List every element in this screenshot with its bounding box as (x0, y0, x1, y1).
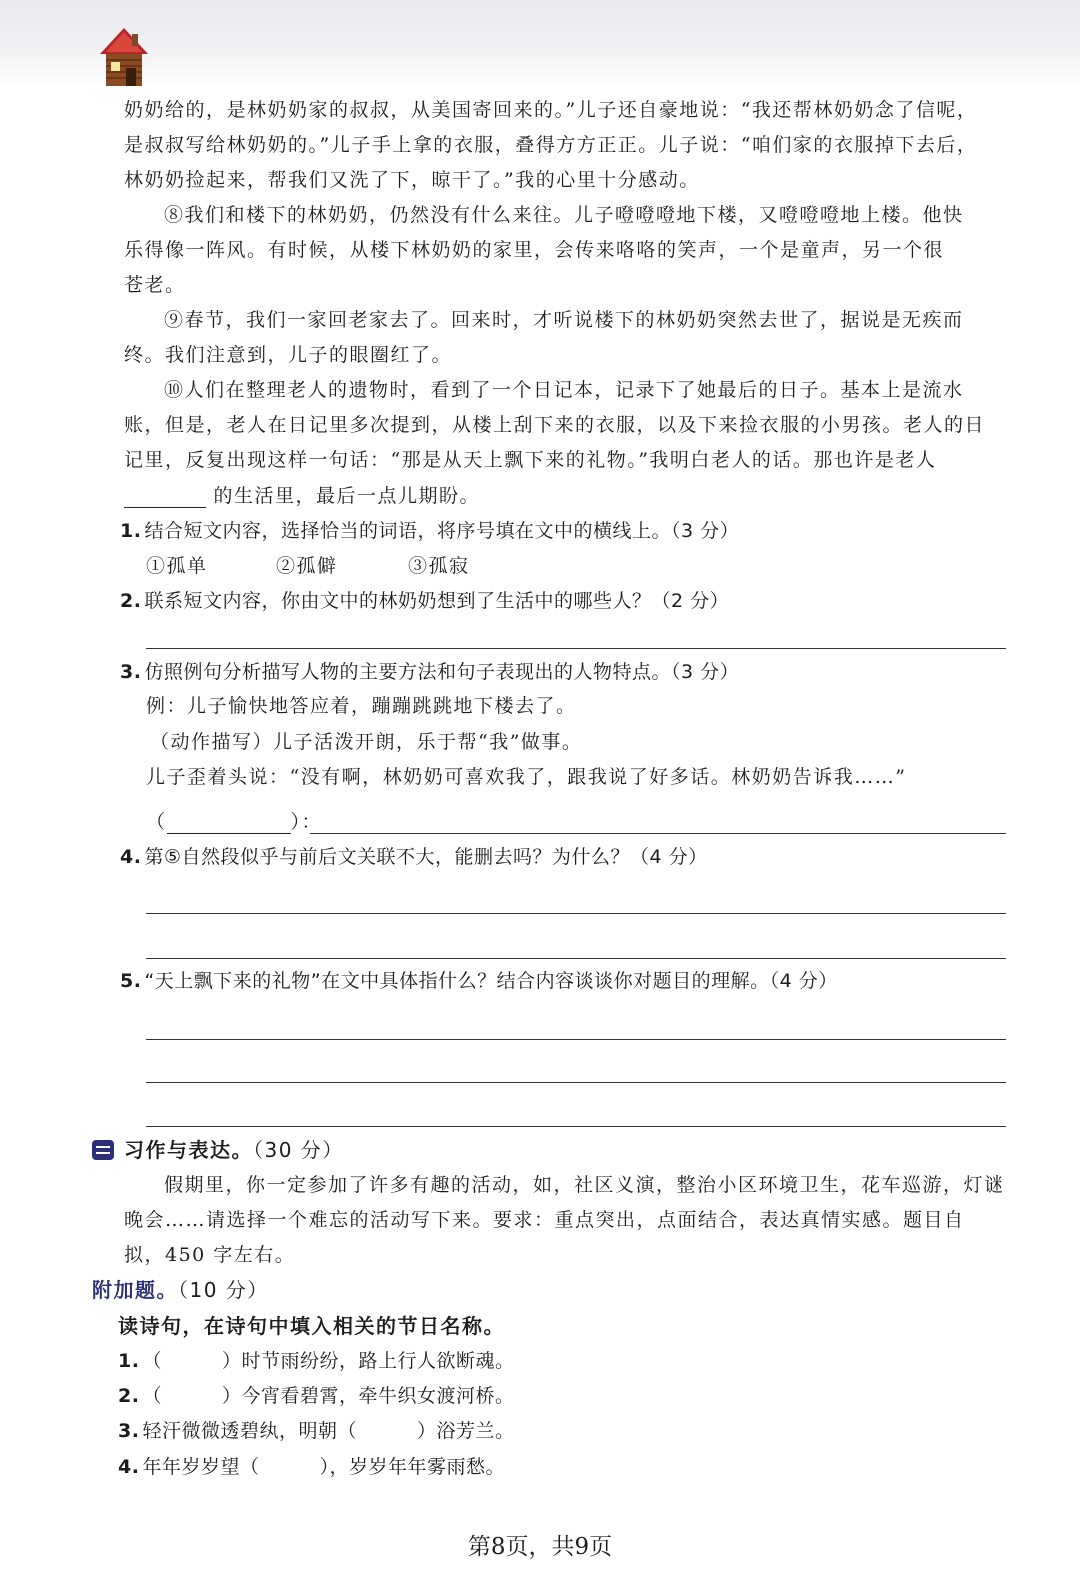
question-number: 2. (120, 590, 142, 612)
section-title: 附加题。 (92, 1278, 178, 1302)
item-number: 4. (118, 1456, 140, 1478)
poem-text: 轻汗微微透碧纨，明朝（ (142, 1420, 357, 1442)
passage-line: 奶奶给的，是林奶奶家的叔叔，从美国寄回来的。”儿子还自豪地说：“我还帮林奶奶念了信呢， (124, 99, 978, 121)
option-3: ③孤寂 (408, 555, 470, 577)
answer-line[interactable] (146, 648, 1006, 649)
passage-line: 记里，反复出现这样一句话：“那是从天上飘下来的礼物。”我明白老人的话。那也许是老人 (124, 449, 937, 471)
question-1 (120, 519, 739, 543)
question-number: 3. (120, 661, 142, 683)
section-title: 习作与表达。 (124, 1138, 253, 1162)
item-number: 1. (118, 1350, 140, 1372)
answer-line[interactable] (146, 958, 1006, 959)
poem-text: 年年岁岁望（ (142, 1456, 260, 1478)
section-points: （30 分） (253, 1138, 344, 1162)
paren-open: （ (146, 811, 167, 833)
header-band (0, 0, 1080, 88)
extra-instruction: 读诗句，在诗句中填入相关的节日名称。 (118, 1314, 505, 1338)
analysis-sentence: 儿子歪着头说：“没有啊，林奶奶可喜欢我了，跟我说了好多话。林奶奶告诉我……” (146, 766, 907, 788)
poem-text: （ (142, 1350, 162, 1372)
writing-prompt: 假期里，你一定参加了许多有趣的活动，如，社区义演，整治小区环境卫生，花车巡游，灯谜 (164, 1174, 1005, 1196)
example-sentence: 例：儿子愉快地答应着，蹦蹦跳跳地下楼去了。 (146, 695, 577, 717)
house-icon (98, 26, 150, 88)
passage-text: 的生活里，最后一点儿期盼。 (213, 485, 481, 507)
poem-item-2 (118, 1384, 514, 1408)
passage-line: 林奶奶捡起来，帮我们又洗了下，晾干了。”我的心里十分感动。 (124, 169, 700, 191)
question-number: 1. (120, 520, 142, 542)
item-number: 3. (118, 1420, 140, 1442)
passage-line: ⑨春节，我们一家回老家去了。回来时，才听说楼下的林奶奶突然去世了，据说是无疾而 (164, 309, 964, 331)
poem-item-4 (118, 1455, 505, 1479)
paren-close: ）： (290, 811, 323, 833)
answer-line[interactable] (146, 1126, 1006, 1127)
method-blank[interactable] (167, 813, 291, 834)
passage-line: 乐得像一阵风。有时候，从楼下林奶奶的家里，会传来咯咯的笑声，一个是童声，另一个很 (124, 239, 945, 261)
question-number: 5. (120, 970, 142, 992)
passage-line: ⑩人们在整理老人的遗物时，看到了一个日记本，记录下了她最后的日子。基本上是流水 (164, 379, 964, 401)
option-1: ①孤单 (146, 555, 208, 577)
question-5 (120, 969, 838, 993)
poem-text: ），岁岁年年雾雨愁。 (319, 1456, 505, 1478)
passage-line-with-blank (124, 484, 480, 508)
extra-title (92, 1278, 269, 1302)
passage-line: ⑧我们和楼下的林奶奶，仍然没有什么来往。儿子噔噔噔地下楼，又噔噔噔地上楼。他快 (164, 204, 964, 226)
question-2 (120, 589, 729, 613)
passage-line: 账，但是，老人在日记里多次提到，从楼上刮下来的衣服，以及下来捡衣服的小男孩。老人的日 (124, 414, 986, 436)
question-text: 第⑤自然段似乎与前后文关联不大，能删去吗？为什么？（4 分） (144, 846, 708, 868)
question-text: “天上飘下来的礼物”在文中具体指什么？结合内容谈谈你对题目的理解。（4 分） (144, 970, 838, 992)
item-number: 2. (118, 1385, 140, 1407)
answer-blank[interactable] (124, 487, 206, 508)
writing-prompt: 拟，450 字左右。 (124, 1244, 296, 1266)
writing-title (124, 1138, 344, 1162)
answer-line[interactable] (310, 833, 1006, 834)
poem-item-3 (118, 1419, 514, 1443)
poem-text: （ (142, 1385, 162, 1407)
question-number: 4. (120, 846, 142, 868)
option-2: ②孤僻 (276, 555, 338, 577)
passage-line: 终。我们注意到，儿子的眼圈红了。 (124, 344, 453, 366)
question-4 (120, 845, 708, 869)
answer-line[interactable] (146, 913, 1006, 914)
page-number: 第8页，共9页 (467, 1534, 613, 1560)
poem-text: ）今宵看碧霄，牵牛织女渡河桥。 (221, 1385, 515, 1407)
answer-line[interactable] (146, 1082, 1006, 1083)
question-text: 仿照例句分析描写人物的主要方法和句子表现出的人物特点。（3 分） (144, 661, 740, 683)
question-3 (120, 660, 739, 684)
answer-line[interactable] (146, 1039, 1006, 1040)
answer-row (146, 810, 322, 834)
question-text: 结合短文内容，选择恰当的词语，将序号填在文中的横线上。（3 分） (144, 520, 740, 542)
poem-text: ）浴芳兰。 (416, 1420, 515, 1442)
section-points: （10 分） (178, 1278, 269, 1302)
poem-text: ）时节雨纷纷，路上行人欲断魂。 (221, 1350, 515, 1372)
poem-item-1 (118, 1349, 514, 1373)
question-text: 联系短文内容，你由文中的林奶奶想到了生活中的哪些人？（2 分） (144, 590, 730, 612)
list-icon (92, 1140, 114, 1160)
writing-prompt: 晚会……请选择一个难忘的活动写下来。要求：重点突出，点面结合，表达真情实感。题目自 (124, 1209, 965, 1231)
passage-line: 苍老。 (124, 274, 186, 296)
example-answer: （动作描写）儿子活泼开朗，乐于帮“我”做事。 (150, 731, 583, 753)
passage-line: 是叔叔写给林奶奶的。”儿子手上拿的衣服，叠得方方正正。儿子说：“咱们家的衣服掉下去后， (124, 134, 978, 156)
